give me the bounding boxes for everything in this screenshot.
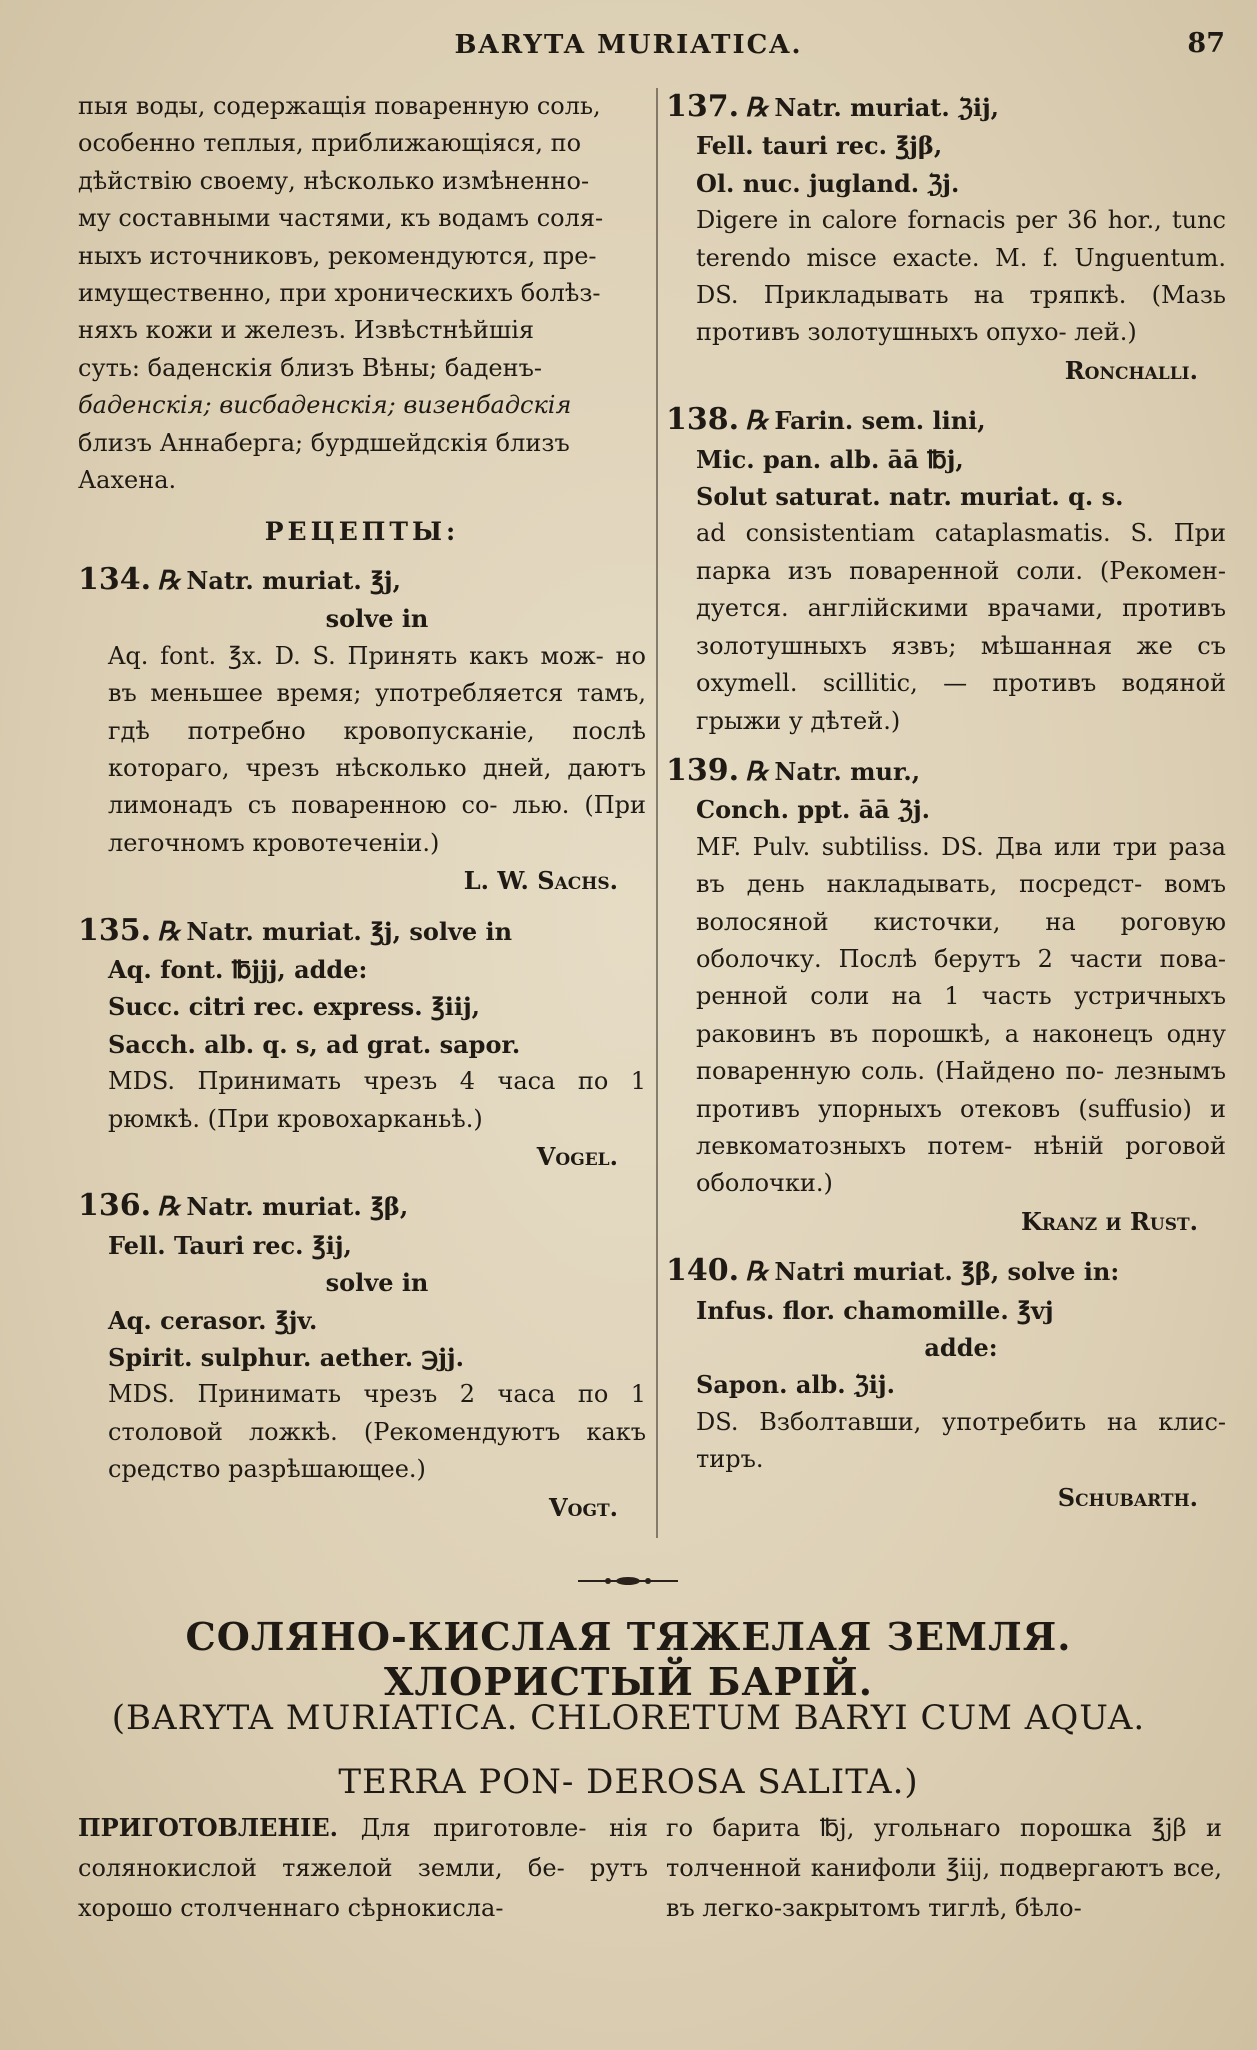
rx-symbol: ℞ — [157, 565, 181, 596]
ingredient-line: Fell. Tauri rec. ℥ij, — [108, 1230, 352, 1260]
ingredient-line: Conch. ppt. āā ℨj. — [696, 795, 930, 825]
ingredient-line: Spirit. sulphur. aether. ℈jj. — [108, 1343, 464, 1372]
recipe-number: 140. — [666, 1253, 740, 1289]
ingredient-line: solve in — [325, 604, 429, 634]
ornament-divider-icon — [578, 1574, 678, 1588]
ingredient-line: Fell. tauri rec. ℥jβ, — [696, 131, 943, 161]
rx-symbol: ℞ — [745, 756, 769, 787]
recipe-first-line — [78, 912, 646, 951]
rx-symbol: ℞ — [745, 93, 769, 123]
ingredient-line: Mic. pan. alb. āā ℔j, — [696, 444, 964, 474]
ingredient-line: Solut saturat. natr. muriat. q. s. — [696, 482, 1124, 512]
section-subtitle: (BARYTA MURIATICA. CHLORETUM BARYI CUM AQUA. TERRA PON- DEROSA SALITA.) — [111, 1698, 1146, 1802]
preparation-left — [78, 1808, 648, 1928]
intro-line: му составными частями, къ водамъ соля- — [78, 204, 604, 233]
recipes-heading: РЕЦЕПТЫ: — [264, 517, 460, 547]
recipe-139 — [666, 752, 1226, 1240]
recipe-number: 134. — [78, 561, 152, 597]
ingredient-line: Infus. flor. chamomille. ℥vj — [696, 1295, 1054, 1325]
recipe-author: Kranz и Rust. — [1021, 1206, 1198, 1236]
recipe-first-line — [666, 88, 1226, 127]
recipe-body: Aq. font. ℥x. D. S. Принять какъ мож- но въ меньшее время; употребляется тамъ, гдѣ потребно кровопусканіе, послѣ котораго, чрезъ нѣсколько дней, даютъ лимонадъ съ поваренною со- лью. (При легочномъ кровотеченіи.) — [108, 641, 646, 857]
recipe-136 — [78, 1187, 646, 1526]
ingredient-line: Natr. muriat. ℥β, — [186, 1192, 409, 1222]
recipe-body: Digere in calore fornacis per 36 hor., tunc terendo misce exacte. M. f. Unguentum. DS. Прикладывать на тряпкѣ. (Мазь противъ золотушныхъ опухо- лей.) — [696, 206, 1226, 347]
ingredient-line: Natri muriat. ℥β, solve in: — [774, 1257, 1120, 1287]
rx-symbol: ℞ — [157, 1192, 181, 1223]
recipe-first-line — [78, 1187, 646, 1226]
recipe-body: DS. Взболтавши, употребить на клис- тиръ. — [696, 1407, 1226, 1474]
recipe-137 — [666, 88, 1226, 389]
running-head — [0, 26, 1257, 66]
recipe-body: MF. Pulv. subtiliss. DS. Два или три раза въ день накладывать, посредст- вомъ волосяной кисточки, на роговую оболочку. Послѣ берутъ 2 части пова- ренной соли на 1 часть устричныхъ раковинъ въ порошкѣ, а наконецъ одну поваренную соль. (Найдено по- лезнымъ противъ упорныхъ отековъ (suffusio) и левкоматозныхъ потем- нѣній роговой оболочки.) — [696, 832, 1226, 1198]
ingredient-line: Natr. muriat. ℥j, solve in — [186, 916, 513, 946]
right-column — [666, 88, 1226, 1528]
recipe-number: 135. — [78, 912, 152, 948]
left-column — [78, 88, 646, 1538]
recipe-140 — [666, 1252, 1226, 1516]
recipe-138 — [666, 401, 1226, 740]
intro-line: баденскія; висбаденскія; визенбадскія — [78, 391, 572, 420]
intro-line: особенно теплыя, приближающіяся, по — [78, 129, 582, 158]
recipe-number: 138. — [666, 402, 740, 438]
recipe-body: ad consistentiam cataplasmatis. S. При парка изъ поваренной соли. (Рекомен- дуется. англійскими врачами, противъ золотушныхъ язвъ; мѣшанная же съ oxymell. scillitic, — противъ водяной грыжи у дѣтей.) — [696, 519, 1226, 735]
ingredient-line: Ol. nuc. jugland. ℨj. — [696, 168, 960, 198]
recipe-first-line — [666, 752, 1226, 791]
ingredient-line: Aq. font. ℔jjj, adde: — [108, 954, 368, 984]
recipe-number: 137. — [666, 89, 740, 124]
intro-line: ныхъ источниковъ, рекомендуются, пре- — [78, 241, 597, 270]
recipe-first-line — [666, 1252, 1226, 1291]
intro-line: суть: баденскія близъ Вѣны; баденъ- — [78, 353, 542, 382]
recipe-author: Ronchalli. — [1064, 355, 1198, 385]
intro-line: Аахена. — [78, 466, 177, 495]
preparation-text-right: го барита ℔j, угольнаго порошка ℥jβ и толченной канифоли ℥iij, подвергаютъ все, въ легко-закрытомъ тиглѣ, бѣло- — [666, 1814, 1222, 1922]
ingredient-line: Sapon. alb. ℨij. — [696, 1370, 895, 1400]
recipe-134 — [78, 561, 646, 900]
intro-line: няхъ кожи и железъ. Извѣстнѣйшія — [78, 316, 535, 345]
ingredient-line: Natr. mur., — [774, 756, 921, 786]
ingredient-line: adde: — [924, 1333, 998, 1362]
intro-line: пыя воды, содержащія поваренную соль, — [78, 92, 601, 120]
section-title: СОЛЯНО-КИСЛАЯ ТЯЖЕЛАЯ ЗЕМЛЯ. ХЛОРИСТЫЙ БАРІЙ. — [185, 1614, 1072, 1704]
rx-symbol: ℞ — [745, 406, 769, 437]
recipe-135 — [78, 912, 646, 1176]
ingredient-line: Sacch. alb. q. s, ad grat. sapor. — [108, 1029, 521, 1059]
recipe-number: 136. — [78, 1188, 152, 1224]
running-title: BARYTA MURIATICA. — [454, 30, 803, 60]
recipe-first-line — [666, 401, 1226, 440]
preparation-label: ПРИГОТОВЛЕНІЕ. — [78, 1813, 338, 1842]
recipe-body: MDS. Принимать чрезъ 2 часа по 1 столовой ложкѣ. (Рекомендуютъ какъ средство разрѣшающее.) — [108, 1380, 646, 1484]
preparation-right — [666, 1808, 1222, 1928]
ingredient-line: solve in — [325, 1268, 429, 1298]
column-divider-rule — [656, 88, 658, 1538]
preparation-text-left: Для приготовле- нія солянокислой тяжелой земли, бе- рутъ хорошо столченнаго сѣрнокисла- — [78, 1814, 648, 1922]
rx-symbol: ℞ — [157, 916, 181, 947]
recipe-author: Vogel. — [536, 1141, 618, 1171]
ingredient-line: Natr. muriat. ℥j, — [186, 565, 401, 595]
page-number: 87 — [1187, 28, 1225, 59]
intro-line: дѣйствію своему, нѣсколько измѣненно- — [78, 166, 590, 195]
recipe-author: L. W. Sachs. — [463, 866, 618, 896]
ingredient-line: Natr. muriat. ℨij, — [774, 93, 1000, 122]
recipe-number: 139. — [666, 752, 740, 788]
recipe-author: Vogt. — [549, 1492, 618, 1522]
rx-symbol: ℞ — [745, 1257, 769, 1288]
ingredient-line: Farin. sem. lini, — [774, 406, 986, 436]
ingredient-line: Aq. cerasor. ℥jv. — [108, 1305, 318, 1335]
recipe-author: Schubarth. — [1057, 1482, 1198, 1512]
intro-line: близъ Аннаберга; бурдшейдскія близъ — [78, 428, 570, 457]
recipe-first-line — [78, 561, 646, 600]
ingredient-line: Succ. citri rec. express. ℥iij, — [108, 992, 481, 1022]
intro-paragraph — [78, 88, 646, 499]
intro-line: имущественно, при хроническихъ болѣз- — [78, 279, 601, 308]
recipe-body: MDS. Принимать чрезъ 4 часа по 1 рюмкѣ. (При кровохарканьѣ.) — [108, 1067, 646, 1133]
